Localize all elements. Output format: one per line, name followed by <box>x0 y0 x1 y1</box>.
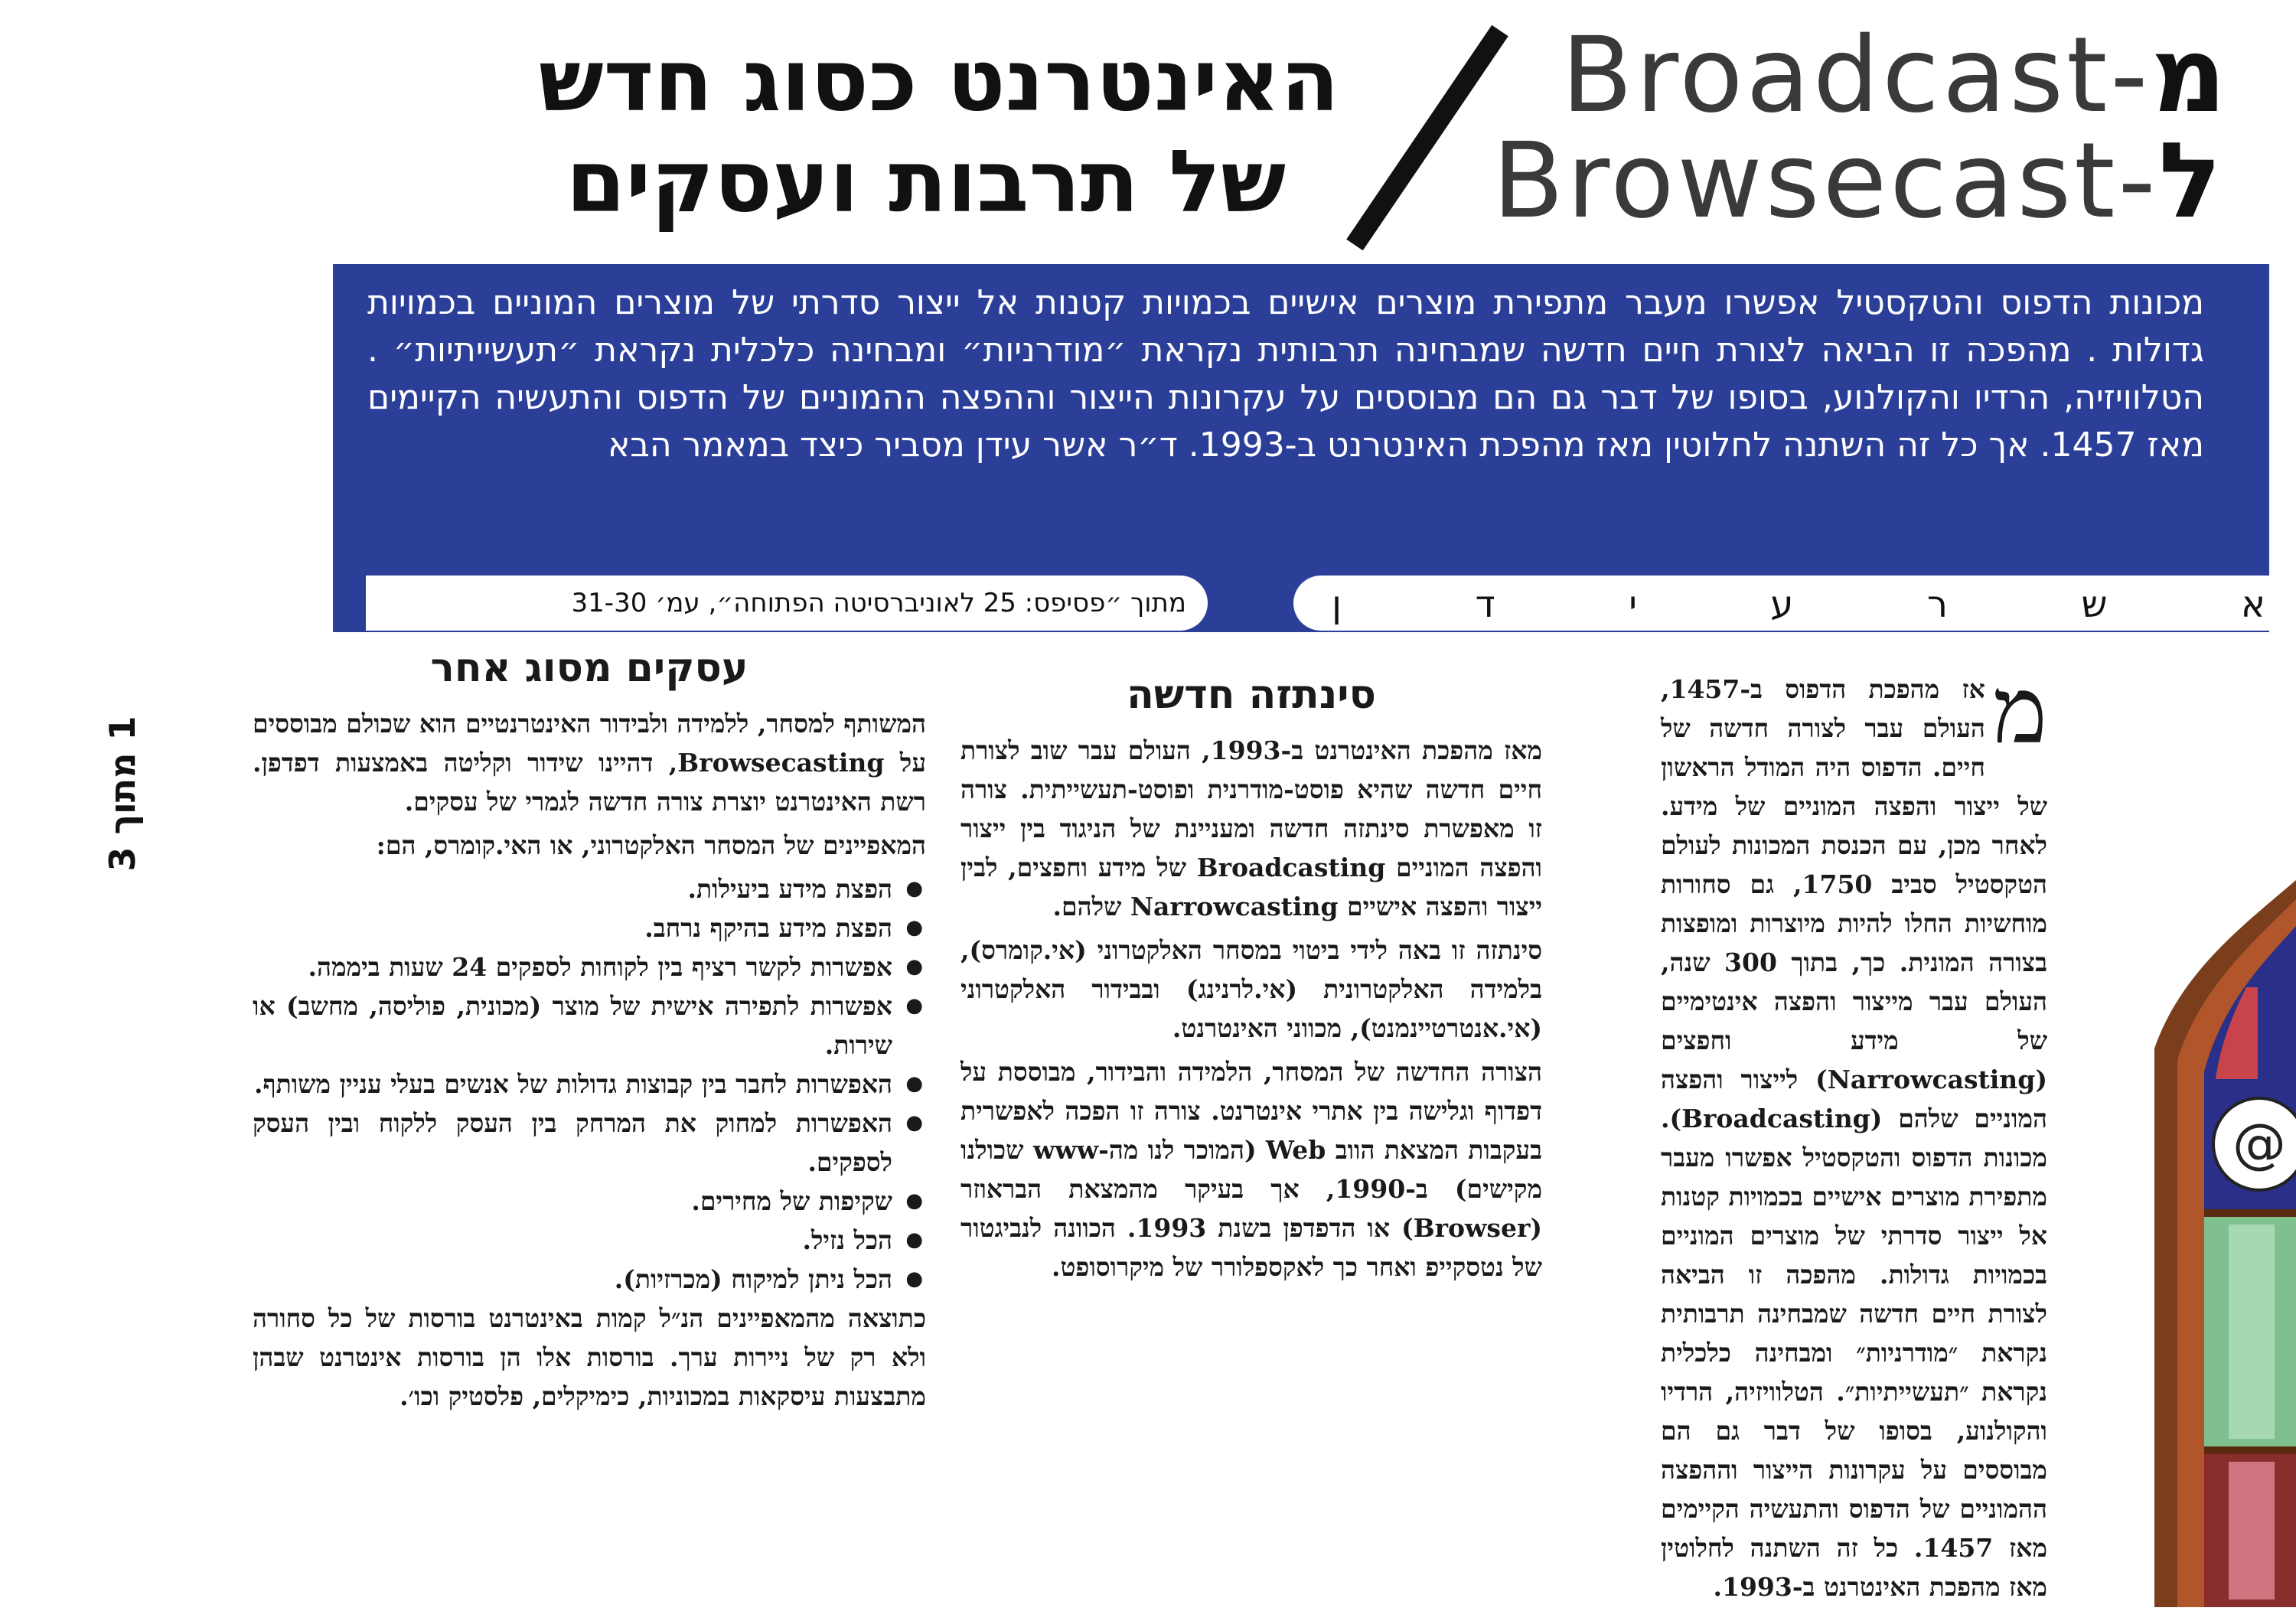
article-column-left <box>253 643 926 1420</box>
section-heading-new-synthesis: סינתזה חדשה <box>1127 672 1376 718</box>
author-letter: ש <box>2081 583 2108 626</box>
english-title-hebrew-1: מ <box>2151 15 2229 136</box>
english-title <box>1492 15 2265 242</box>
stained-glass-window-illustration <box>2066 880 2296 1607</box>
author-letter: י <box>1629 583 1637 626</box>
author-name <box>1332 583 2265 626</box>
section-heading-different-business: עסקים מסוג אחר <box>430 645 748 691</box>
intro-text: מכונות הדפוס והטקסטיל אפשרו מעבר מתפירת מוצרים אישיים בכמויות קטנות אל ייצור סדרתי של מוצרים המוניים בכמויות גדולות . מהפכה זו הביאה לצורת חיים חדשה שמבחינה תרבותית נקראת ״מודרניות״ ומבחינה כלכלית נקראת ״תעשייתיות״ . הטלוויזיה, הרדיו והקולנוע, בסופו של דבר גם הם מבוססים על עקרונות הייצור וההפצה ההמוניים של הדפוס והתעשיה הקיימים מאז 1457. אך כל זה השתנה לחלוטין מאז מהפכת האינטרנט ב-1993. ד״ר אשר עידן מסביר כיצד במאמר הבא <box>367 283 2204 465</box>
page-indicator <box>46 689 199 918</box>
english-title-line-1 <box>1492 15 2265 136</box>
english-title-word-2: Browsecast- <box>1492 121 2159 242</box>
column-left-outro: כתוצאה מהמאפיינים הנ״ל קמות באינטרנט בורסות של כל סחורה ולא רק של ניירות ערך. בורסות אלו הן בורסות אינטרנט שבהן מתבצעות עיסקאות במכוניות, כימיקלים, פלסטיק וכו׳. <box>253 1303 926 1411</box>
hebrew-title-line-1: האינטרנט כסוג חדש <box>538 31 1339 131</box>
english-title-hebrew-2: ל <box>2158 121 2225 242</box>
author-letter: ע <box>1770 583 1794 626</box>
list-item: ● אפשרות לקשר רציף בין לקוחות לספקים 24 שעות ביממה. <box>253 947 892 986</box>
list-item: ● הפצת מידע ביעילות. <box>253 869 892 908</box>
hebrew-title-line-2: של תרבות ועסקים <box>566 132 1286 232</box>
english-title-word-1: Broadcast- <box>1561 15 2151 136</box>
ecommerce-characteristics-list <box>253 869 926 1299</box>
intro-box <box>333 264 2269 574</box>
list-item: ● שקיפות של מחירים. <box>253 1182 892 1221</box>
column-middle-paragraph: הצורה החדשה של המסחר, הלמידה והבידור, מבוססת על דפדוף וגלישה בין אתרי אינטרנט. צורה זו הפכה לאפשרית בעקבות המצאת הווב Web (המוכר לנו מה-www שכולנו מקישים) ב-1990, אך בעיקר מהמצאת הבראוזר (Browser) או הדפדפן בשנת 1993. הכוונה לנביגטור של נטסקייפ ואחר כך לאקספלורר של מיקרוסופט. <box>960 1057 1543 1282</box>
author-letter: ן <box>1332 583 1342 626</box>
article-column-middle <box>960 670 1542 1291</box>
author-letter: א <box>2240 583 2265 626</box>
credit-line: מתוך ״פסיפס: 25 לאוניברסיטה הפתוחה״, עמ׳ 31-30 <box>571 588 1186 618</box>
list-item: ● האפשרות למחוק את המרחק בין העסק ללקוח ובין העסק לספקים. <box>253 1104 892 1182</box>
list-item: ● אפשרות לתפירה אישית של מוצר (מכונית, פוליסה, מחשב) או שירות. <box>253 986 892 1065</box>
svg-text:@: @ <box>2232 1112 2286 1175</box>
column-left-list-intro: המאפיינים של המסחר האלקטרוני, או האי.קומרס, הם: <box>376 830 926 860</box>
article-column-right <box>1661 658 2047 1611</box>
page-indicator-text: 1 מתוך 3 <box>102 716 143 872</box>
list-item: ● האפשרות לחבר בין קבוצות גדולות של אנשים בעלי עניין משותף. <box>253 1065 892 1104</box>
list-item: ● הכל ניתן למיקוח (מכרזיות). <box>253 1260 892 1299</box>
column-middle-paragraph: מאז מהפכת האינטרנט ב-1993, העולם עבר שוב לצורת חיים חדשה שהיא פוסט-מודרנית ופוסט-תעשייתית. צורה זו מאפשרת סינתזה חדשה ומעניינת של הניגוד בין ייצור והפצה המוניים Broadcasting של מידע וחפצים, לבין ייצור והפצה אישיים Narrowcasting שלהם. <box>960 735 1542 921</box>
author-letter: ד <box>1475 583 1495 626</box>
column-middle-paragraph: סינתזה זו באה לידי ביטוי במסחר האלקטרוני (אי.קומרס), בלמידה האלקטרונית (אי.לרנינג) ובבידור האלקטרוני (אי.אנטרטיינמנט), מכווני האינטרנט. <box>960 935 1542 1043</box>
hebrew-title <box>497 31 1339 233</box>
column-left-intro: המשותף למסחר, ללמידה ולבידור האינטרנטיים הוא שכולם מבוססים על Browsecasting, דהיינו שידור וקליטה באמצעות דפדפן. רשת האינטרנט יוצרת צורה חדשה לגמרי של עסקים. <box>253 709 926 817</box>
drop-cap: מ <box>1992 658 2047 765</box>
author-letter: ר <box>1926 583 1948 626</box>
list-item: ● הפצת מידע בהיקף נרחב. <box>253 908 892 947</box>
column-right-text: אז מהפכת הדפוס ב-1457, העולם עבר לצורה חדשה של חיים. הדפוס היה המודל הראשון של ייצור והפצה המוניים של מידע. לאחר מכן, עם הכנסת המכונות לעולם הטקסטיל סביב 1750, גם סחורות מוחשיות החלו להיות מיוצרות ומופצות בצורה המונית. כך, בתוך 300 שנה, העולם עבר מייצור והפצה אינטימיים של מידע וחפצים (Narrowcasting) לייצור והפצה המוניים שלהם (Broadcasting). מכונות הדפוס והטקסטיל אפשרו מעבר מתפירת מוצרים אישיים בכמויות קטנות אל ייצור סדרתי של מוצרים המוניים בכמויות גדולות. מהפכה זו הביאה לצורת חיים חדשה שמבחינה תרבותית נקראת ״מודרניות״ ומבחינה כלכלית נקראת ״תעשייתיות״. הטלוויזיה, הרדיו והקולנוע, בסופו של דבר גם הם מבוססים על עקרונות הייצור וההפצה ההמוניים של הדפוס והתעשיה הקיימים מאז 1457. כל זה השתנה לחלוטין מאז מהפכת האינטרנט ב-1993. <box>1661 674 2047 1602</box>
english-title-line-2 <box>1492 121 2265 242</box>
list-item: ● הכל נזיל. <box>253 1221 892 1260</box>
